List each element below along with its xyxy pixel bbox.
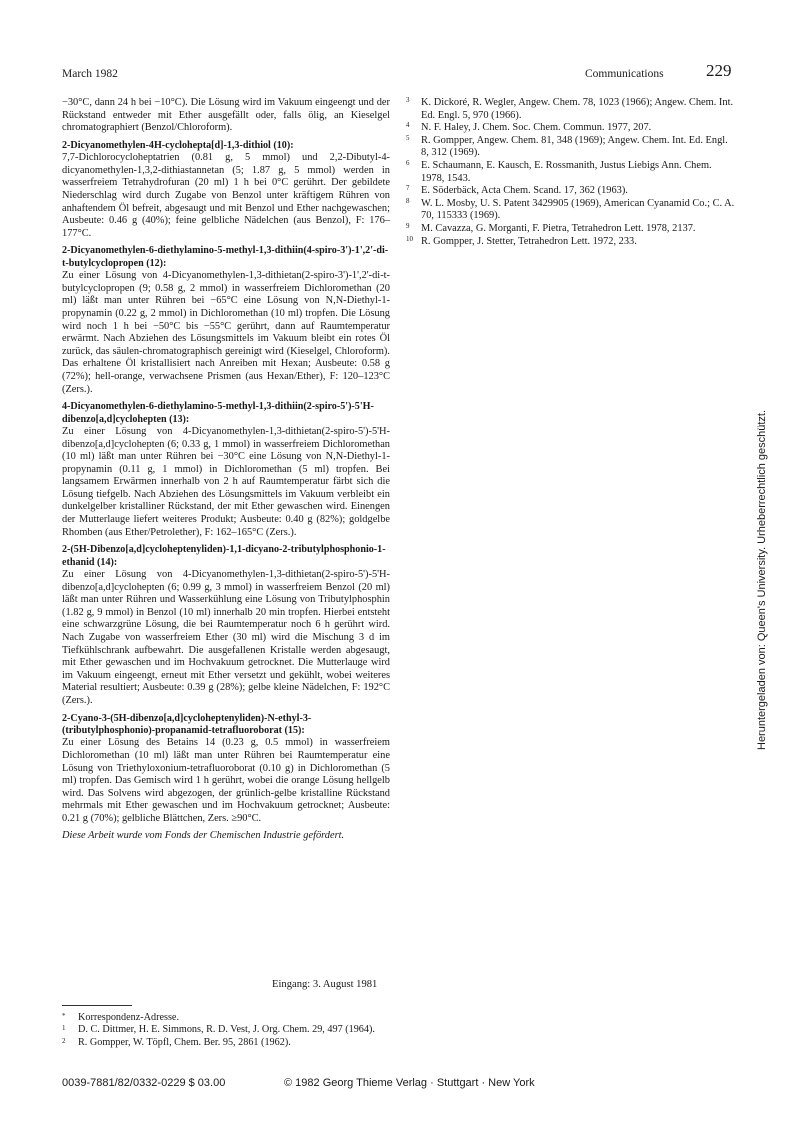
reference-text: E. Söderbäck, Acta Chem. Scand. 17, 362 (1963). — [421, 185, 628, 197]
footnote-mark: 2 — [62, 1036, 66, 1045]
reference-number: 10 — [406, 234, 413, 243]
reference-number: 6 — [406, 158, 410, 167]
reference-text: M. Cavazza, G. Morganti, F. Pietra, Tetrahedron Lett. 1978, 2137. — [421, 222, 696, 234]
reference-item — [406, 223, 736, 236]
reference-text: N. F. Haley, J. Chem. Soc. Chem. Commun. 1977, 207. — [421, 122, 652, 134]
section-body: Zu einer Lösung des Betains 14 (0.23 g, 0.5 mmol) in wasserfreiem Dichloromethan (10 ml) läßt man unter Rühren bei Raumtemperatur eine Lösung von Triethyloxonium-tetrafluoroborat (0.10 g) in Dichloromethan (5 ml) tropfen. Das Gemisch wird 1 h gerührt, wobei die orange Lösung hellgelb wird. Das Solvens wird abgezogen, der grünlich-gelbe kristalline Rückstand mehrmals mit Ether gewaschen und im Hochvakuum getrocknet; Ausbeute: 0.21 g (70%); gelbliche Blättchen, Zers. ≥90°C. — [62, 737, 390, 824]
section-title: 2-(5H-Dibenzo[a,d]cycloheptenyliden)-1,1-dicyano-2-tributylphosphonio-1-ethanid (14): — [62, 544, 386, 568]
copyright-notice: © 1982 Georg Thieme Verlag · Stuttgart · New York — [284, 1077, 535, 1089]
reference-text: W. L. Mosby, U. S. Patent 3429905 (1969), American Cyanamid Co.; C. A. 70, 115333 (1969). — [421, 197, 735, 222]
section-title: 2-Dicyanomethylen-4H-cyclohepta[d]-1,3-dithiol (10): — [62, 139, 294, 151]
reference-item — [406, 97, 736, 122]
section-body: Zu einer Lösung von 4-Dicyanomethylen-1,3-dithietan(2-spiro-3')-1',2'-di-t-butylcyclopropen (9; 0.58 g, 2 mmol) in wasserfreiem Dichloromethan (20 ml) läßt man unter Rühren bei −65°C eine Lösung von N,N-Diethyl-1-propynamin (0.22 g, 2 mmol) in Dichloromethan (10 ml) tropfen. Die Lösung wird noch 1 h bei −50°C bis −55°C gerührt, dann auf Raumtemperatur erwärmt. Nach Abziehen des Lösungsmittels im Vakuum bleibt ein rotes Öl zurück, das säulen-chromatographisch gereinigt wird (Kieselgel, Chloroform). Das erhaltene Öl kristallisiert nach Anreiben mit Hexan; Ausbeute: 0.58 g (72%); hell-orange, verwachsene Prismen (aus Hexan/Ether), F: 120–123°C (Zers.). — [62, 270, 390, 395]
acknowledgement: Diese Arbeit wurde vom Fonds der Chemischen Industrie gefördert. — [62, 829, 345, 841]
download-watermark — [750, 160, 772, 750]
footnote-item — [62, 1012, 390, 1024]
section-body: Zu einer Lösung von 4-Dicyanomethylen-1,3-dithietan(2-spiro-5')-5'H-dibenzo[a,d]cyclohepten (6; 0.33 g, 1 mmol) in wasserfreiem Dichloromethan (10 ml) läßt man unter Rühren bei −30°C eine Lösung von N,N-Diethyl-1-propynamin (0.11 g, 1 mmol) in Dichloromethan (5 ml) tropfen. Bei langsamem Erwärmen innerhalb von 2 h auf Raumtemperatur färbt sich die Lösung tiefgelb. Nach Abziehen des Lösungsmittels im Vakuum verbleibt ein dunkelgelber kristalliner Rückstand, der mit Ether gewaschen wird. Einengen der Mutterlauge liefert weiteres Produkt; Ausbeute: 0.40 g (82%); goldgelbe Rhomben (aus Ether/Petrolether), F: 162–165°C (Zers.). — [62, 425, 390, 538]
footnote-item — [62, 1024, 390, 1036]
reference-item — [406, 236, 736, 249]
footnote-mark: * — [62, 1012, 66, 1020]
footnote-text: Korrespondenz-Adresse. — [78, 1012, 179, 1023]
reference-item — [406, 122, 736, 135]
section-title: 2-Dicyanomethylen-6-diethylamino-5-methyl-1,3-dithiin(4-spiro-3')-1',2'-di-t-butylcyclopropen (12): — [62, 245, 389, 269]
section-name: Communications — [585, 68, 664, 80]
references-list — [406, 97, 736, 248]
left-column — [62, 97, 390, 842]
issue-date: March 1982 — [62, 68, 118, 80]
intro-paragraph: −30°C, dann 24 h bei −10°C). Die Lösung wird im Vakuum eingeengt und der Rückstand entweder mit Ether ausgefällt oder, falls ölig, an Kieselgel chromatographiert (Benzol/Chloroform). — [62, 97, 390, 134]
footnote-text: R. Gompper, W. Töpfl, Chem. Ber. 95, 2861 (1962). — [78, 1036, 291, 1048]
reference-text: K. Dickoré, R. Wegler, Angew. Chem. 78, 1023 (1966); Angew. Chem. Int. Ed. Engl. 5, 970 (1966). — [421, 97, 734, 121]
reference-number: 7 — [406, 184, 410, 193]
section-title: 2-Cyano-3-(5H-dibenzo[a,d]cycloheptenyliden)-N-ethyl-3-(tributylphosphonio)-propanamid-tetrafluoroborat (15): — [62, 712, 312, 736]
reference-item — [406, 198, 736, 223]
page-number: 229 — [706, 61, 732, 80]
reference-number: 5 — [406, 133, 410, 142]
section-body: Zu einer Lösung von 4-Dicyanomethylen-1,3-dithietan(2-spiro-5')-5'H-dibenzo[a,d]cyclohepten (6; 0.99 g, 3 mmol) in wasserfreiem Benzol (20 ml) läßt man unter Rühren und Wasserkühlung eine Lösung von Tributylphosphin (1.82 g, 9 mmol) in Benzol (10 ml) innerhalb 20 min tropfen. Hierbei entsteht eine schwarzgrüne Lösung, die bei Raumtemperatur noch 6 h gerührt wird. Nach Zugabe von wasserfreiem Ether (30 ml) wird die Mischung 3 d im Tiefkühlschrank aufbewahrt. Die ausgefallenen Kristalle werden abgesaugt, mit Ether gewaschen und im Hochvakuum getrocknet. Die Mutterlauge wird im Vakuum eingeengt, erneut mit Ether versetzt und gekühlt, wobei weiteres Material resultiert; Ausbeute: 0.39 g (28%); gelbe kleine Nädelchen, F: 192°C (Zers.). — [62, 569, 390, 706]
reference-number: 9 — [406, 221, 410, 230]
footnote-item — [62, 1037, 390, 1049]
reference-text: E. Schaumann, E. Kausch, E. Rossmanith, Justus Liebigs Ann. Chem. 1978, 1543. — [421, 159, 712, 184]
reference-text: R. Gompper, J. Stetter, Tetrahedron Lett. 1972, 233. — [421, 235, 637, 247]
download-notice-text: Heruntergeladen von: Queen's University. Urheberrechtlich geschützt. — [756, 409, 768, 750]
footnote-divider — [62, 1005, 132, 1006]
footnote-mark: 1 — [62, 1024, 66, 1033]
section-title: 4-Dicyanomethylen-6-diethylamino-5-methyl-1,3-dithiin(2-spiro-5')-5'H-dibenzo[a,d]cyclohepten (13): — [62, 401, 374, 425]
reference-item — [406, 185, 736, 198]
reference-item — [406, 135, 736, 160]
footnotes — [62, 1012, 390, 1049]
received-date: Eingang: 3. August 1981 — [272, 979, 378, 990]
reference-number: 3 — [406, 96, 410, 104]
issn-code: 0039-7881/82/0332-0229 $ 03.00 — [62, 1077, 226, 1089]
footnote-text: D. C. Dittmer, H. E. Simmons, R. D. Vest, J. Org. Chem. 29, 497 (1964). — [78, 1024, 375, 1036]
reference-number: 4 — [406, 121, 410, 130]
section-body: 7,7-Dichlorocycloheptatrien (0.81 g, 5 mmol) und 2,2-Dibutyl-4-dicyanomethylen-1,3,2-dithiastannetan (5; 1.87 g, 5 mmol) werden in wasserfreiem Tetrahydrofuran (20 ml) 1 h bei 0°C gerührt. Der gebildete Niederschlag wird durch Zugabe von Benzol unter kräftigem Rühren von anhaftendem Öl befreit, abgesaugt und mit Benzol und Ether nachgewaschen; Ausbeute: 0.46 g (40%); feine gelbliche Nädelchen (aus Benzol), F: 176–177°C. — [62, 152, 390, 239]
reference-text: R. Gompper, Angew. Chem. 81, 348 (1969); Angew. Chem. Int. Ed. Engl. 8, 312 (1969). — [421, 134, 728, 159]
reference-number: 8 — [406, 196, 410, 205]
reference-item — [406, 160, 736, 185]
